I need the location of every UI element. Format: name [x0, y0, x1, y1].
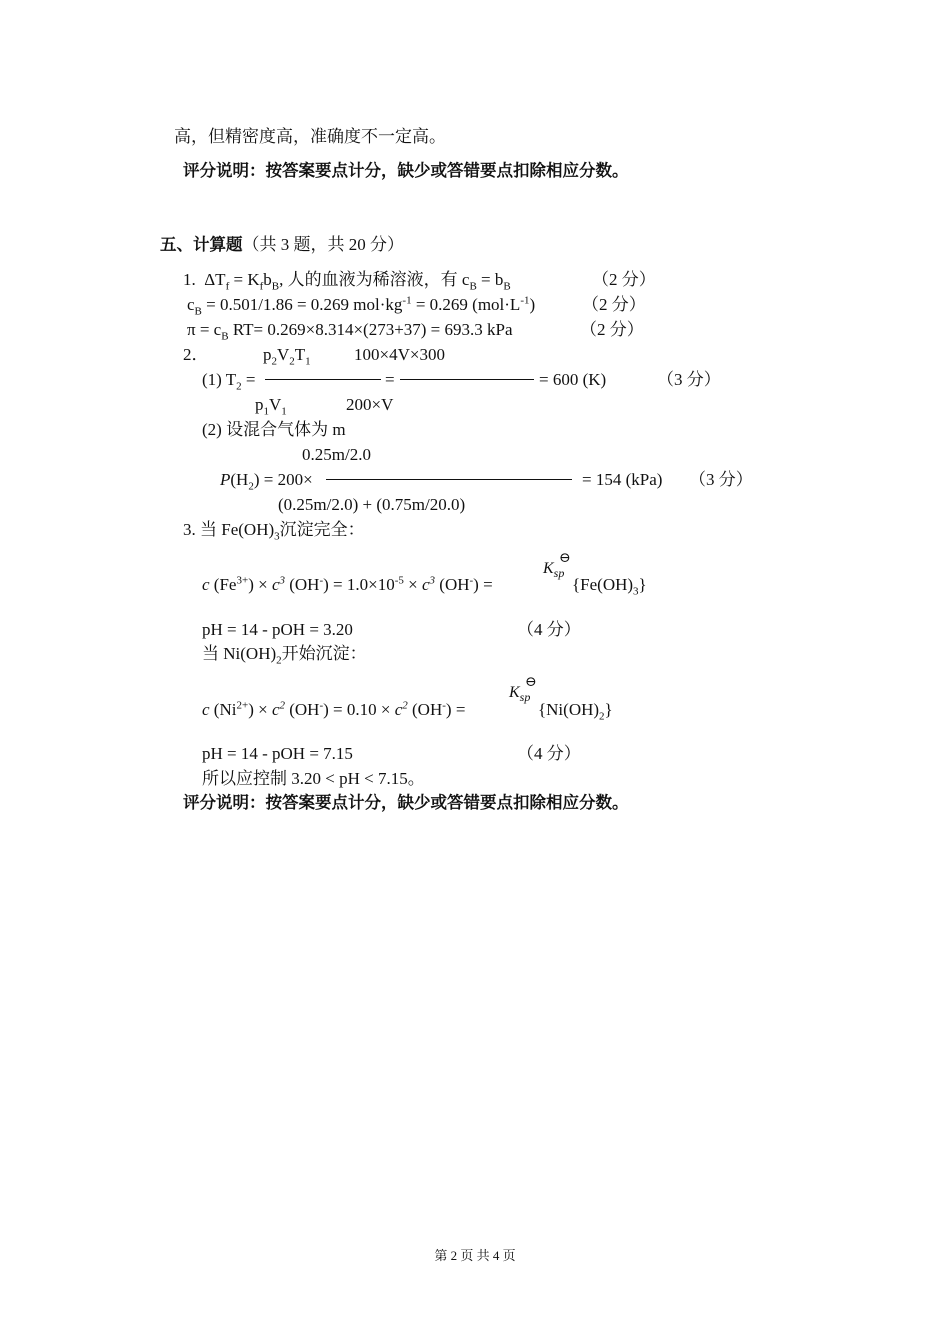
q2-result-2: = 154 (kPa): [582, 470, 663, 489]
q3-points-2: （4 分）: [517, 744, 581, 763]
q2-denominator-2: 200×V: [346, 395, 394, 414]
q3-ph-1: pH = 14 - pOH = 3.20: [202, 620, 353, 639]
q1-line3-pi: π = c: [187, 320, 222, 339]
q2-fraction-line-2: [400, 379, 534, 380]
q1-line3: $\pi = c_B$ RT= 0.269×8.314×(273+37) = 693.3 kPa: [187, 320, 513, 343]
q1-points-c: （2 分）: [580, 320, 644, 339]
intro-line: 高，但精密度高，准确度不一定高。: [174, 127, 446, 146]
q3-ph-2: pH = 14 - pOH = 7.15: [202, 744, 353, 763]
ksp-symbol-2: $K_{sp}$ ⊖: [509, 675, 537, 705]
q2-fraction-line-1: [265, 379, 381, 380]
q1-line2-mid2: = 0.269 (mol·L: [411, 295, 521, 314]
q1-points-b: （2 分）: [582, 295, 646, 314]
q1-line1: 1. $\Delta T_f = K_fb_B$, 人的血液为稀溶液，有 $c_B = b_B$: [183, 270, 511, 293]
section-title-rest: （共 3 题，共 20 分）: [242, 235, 404, 254]
q1-line2: $c_B = 0.501/1.86 = 0.269$ $mol\cdot kg^{-1} = 0.269$ $(mol\cdot L^{-1})$: [187, 294, 536, 318]
q2-part1-label: (1) $T_2$ =: [202, 370, 256, 393]
q3-points-1: （4 分）: [517, 620, 581, 639]
q1-line1-text: , 人的血液为稀溶液，有 c: [279, 270, 470, 289]
q1-number: 1.: [183, 270, 196, 289]
q3-intro-2: 当 $Ni(OH)_2$开始沉淀：: [202, 644, 367, 667]
q2-numerator-1: $p_2V_2T_1$: [263, 345, 311, 368]
q2-number: 2．: [183, 345, 209, 364]
q2-frac-numerator: 0.25m/2.0: [302, 445, 371, 464]
q3-ksp-arg-1: $\{Fe(OH)_3\}$: [572, 575, 647, 598]
scoring-note-2: 评分说明：按答案要点计分，缺少或答错要点扣除相应分数。: [183, 793, 629, 812]
scoring-note: 评分说明：按答案要点计分，缺少或答错要点扣除相应分数。: [183, 161, 629, 180]
q2-points-1: （3 分）: [657, 370, 721, 389]
q2-numerator-2: 100×4V×300: [354, 345, 445, 364]
q2-pressure-label: $P(H_2) = 200\times$: [220, 470, 313, 493]
q2-equals: =: [385, 370, 395, 389]
q3-equation-2: c $(Ni^{2+}) \times c^2$ $(OH^-) = 0.10 \times c^2$ (OH-) =: [202, 699, 466, 719]
q2-denominator-1: $p_1V_1$: [255, 395, 287, 418]
q2-frac-denominator: (0.25m/2.0) + (0.75m/20.0): [278, 495, 466, 514]
q3-ksp-arg-2: $\{Ni(OH)_2\}$: [538, 700, 613, 723]
q3-equation-1: c $(Fe^{3+}) \times c^3$ $(OH^-) = 1.0\times 10^{-5} \times c^3$ (OH-) =: [202, 574, 493, 594]
q1-points-a: （2 分）: [592, 270, 656, 289]
q1-line3-rest: RT= 0.269×8.314×(273+37) = 693.3 kPa: [228, 320, 513, 339]
section-title-bold: 五、计算题: [160, 235, 243, 254]
q1-line2-mid: = 0.501/1.86 = 0.269 mol·kg: [201, 295, 403, 314]
q2-points-2: （3 分）: [689, 470, 753, 489]
q2-result-1: = 600 (K): [539, 370, 607, 389]
q3-intro: 3. 当 $Fe(OH)_3$沉淀完全：: [183, 520, 365, 543]
section-title: [160, 236, 404, 254]
q2-fraction-line-3: [326, 479, 572, 480]
page-footer: 第 2 页 共 4 页: [434, 1248, 516, 1263]
q1-line2-c: c: [187, 295, 195, 314]
ksp-symbol-1: $K_{sp}$ ⊖: [543, 551, 571, 581]
q2-part2-label: (2) 设混合气体为 m: [202, 420, 346, 439]
q3-conclusion: 所以应控制 3.20 < pH < 7.15。: [202, 769, 425, 788]
